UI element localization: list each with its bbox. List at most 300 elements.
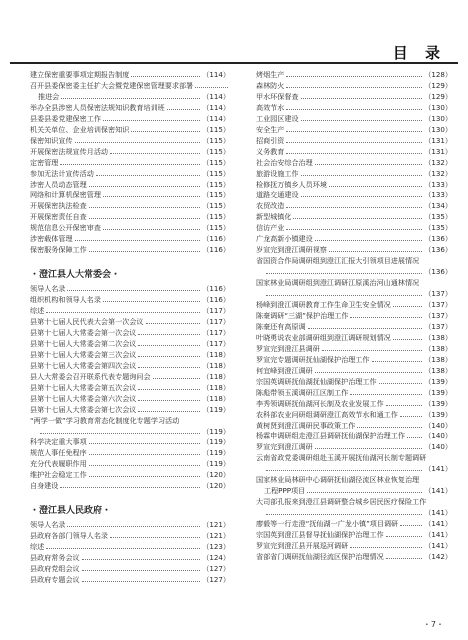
toc-entry-page: （140）: [424, 420, 452, 430]
toc-entry[interactable]: [256, 453, 452, 464]
toc-entry-page: （115）: [202, 201, 230, 211]
toc-entry[interactable]: [30, 284, 230, 295]
toc-entry-title: 社会治安综合治理: [256, 157, 313, 167]
toc-entry-title: 农科部农业问研组调研澄江高效节水和通工作: [256, 409, 398, 419]
toc-entry[interactable]: [30, 92, 230, 103]
dot-leader: [89, 218, 201, 219]
toc-entry-page: （115）: [202, 135, 230, 145]
dot-leader: [407, 437, 422, 438]
dot-leader: [46, 548, 200, 549]
toc-entry-page: （118）: [202, 382, 230, 392]
toc-entry[interactable]: [256, 333, 452, 344]
toc-entry-title: 网络和计算机保密管理: [30, 190, 101, 200]
dot-leader: [393, 339, 422, 340]
dot-leader: [266, 273, 422, 274]
toc-entry[interactable]: [30, 427, 230, 438]
toc-entry[interactable]: [256, 552, 452, 563]
toc-entry[interactable]: [256, 125, 452, 136]
toc-entry-page: （141）: [424, 540, 452, 550]
dot-leader: [400, 416, 422, 417]
toc-entry-page: （118）: [202, 371, 230, 381]
dot-leader: [393, 306, 422, 307]
toc-entry-page: （133）: [424, 179, 452, 189]
toc-entry[interactable]: [256, 442, 452, 453]
toc-entry-page: （136）: [424, 245, 452, 255]
dot-leader: [82, 570, 201, 571]
dot-leader: [301, 196, 423, 197]
toc-entry-title: 罗宣完专题调研抚仙湖保护治理工作: [256, 354, 370, 364]
toc-entry-page: （137）: [424, 300, 452, 310]
toc-entry[interactable]: [256, 519, 452, 530]
toc-entry-page: （118）: [202, 393, 230, 403]
toc-entry[interactable]: [30, 234, 230, 245]
dot-leader: [293, 218, 422, 219]
toc-entry-page: （137）: [424, 321, 452, 331]
toc-entry-page: （119）: [202, 459, 230, 469]
dot-leader: [286, 109, 422, 110]
toc-entry-title: 涉密人员动态管理: [30, 179, 87, 189]
toc-entry[interactable]: [256, 223, 452, 234]
toc-entry-page: （114）: [202, 102, 230, 112]
toc-entry[interactable]: [30, 70, 230, 81]
toc-entry-page: （121）: [202, 520, 230, 530]
toc-entry-page: （121）: [202, 531, 230, 541]
toc-entry-title: 开展保密责任自查: [30, 212, 87, 222]
toc-entry[interactable]: [256, 212, 452, 223]
toc-entry-page: （129）: [424, 80, 452, 90]
dot-leader: [75, 240, 201, 241]
dot-leader: [286, 207, 422, 208]
toc-entry-title: 县第十七届人大常委会第一次会议: [30, 327, 137, 337]
toc-entry-page: （115）: [202, 212, 230, 222]
dot-leader: [315, 240, 423, 241]
toc-entry-title: 充分代表履职作用: [30, 459, 87, 469]
toc-entry-title: 宗国英调研抚仙湖抚仙湖保护治理工作: [256, 376, 377, 386]
dot-leader: [110, 153, 200, 154]
toc-entry-title: 陈彪带领玉溪调研江区制工作: [256, 387, 349, 397]
toc-entry-title: 检修抚万镇乡人员环境: [256, 179, 327, 189]
toc-entry[interactable]: [30, 147, 230, 158]
dot-leader: [40, 433, 200, 434]
toc-entry[interactable]: [30, 372, 230, 383]
toc-entry[interactable]: [30, 103, 230, 114]
dot-leader: [138, 400, 200, 401]
toc-entry-title: 领导人名录: [30, 520, 66, 530]
toc-entry-title: 开展保密法规宣传月活动: [30, 146, 109, 156]
toc-entry-page: （141）: [424, 530, 452, 540]
toc-entry-title: 定密管理: [30, 157, 59, 167]
toc-entry[interactable]: [30, 295, 230, 306]
toc-entry-title: 何宜峰到澄江调研: [256, 365, 313, 375]
toc-entry-title: 杨峰到澄江调研教育工作生命卫生安全情况: [256, 300, 391, 310]
toc-entry-title: 规范信息公开保密审查: [30, 223, 101, 233]
dot-leader: [82, 559, 201, 560]
toc-entry[interactable]: [30, 158, 230, 169]
toc-entry-title: 信访产业: [256, 223, 285, 233]
toc-entry-title: 森林防火: [256, 80, 285, 90]
toc-entry-page: （138）: [424, 332, 452, 342]
dot-leader: [329, 186, 422, 187]
toc-entry-page: （138）: [424, 343, 452, 353]
toc-entry-page: （131）: [424, 146, 452, 156]
toc-entry-page: （117）: [202, 306, 230, 316]
toc-entry-title: 涉密载体管理: [30, 234, 73, 244]
toc-entry-title: 县第十七届人大常委会第四次会议: [30, 360, 137, 370]
toc-entry-title: 维护社会稳定工作: [30, 470, 87, 480]
toc-entry[interactable]: [256, 201, 452, 212]
dot-leader: [386, 536, 423, 537]
toc-entry-page: （114）: [202, 91, 230, 101]
dot-leader: [60, 164, 200, 165]
toc-entry-title: 李秀领调研抚仙湖河长制及农业发展工作: [256, 398, 384, 408]
toc-entry-title: 县政府常务会议: [30, 553, 80, 563]
dot-leader: [386, 558, 423, 559]
section-heading: ・澄江县人民政府・: [30, 506, 112, 517]
toc-entry[interactable]: [256, 530, 452, 541]
toc-entry[interactable]: [30, 339, 230, 350]
dot-leader: [266, 470, 422, 471]
dot-leader: [286, 131, 422, 132]
spacer: [30, 492, 230, 503]
toc-right-column: [256, 70, 452, 563]
toc-entry-title: 工业园区建设: [256, 113, 299, 123]
toc-entry-page: （127）: [202, 574, 230, 584]
dot-leader: [372, 361, 423, 362]
toc-entry-page: （116）: [202, 295, 230, 305]
toc-entry-title: 叶晓勇说农业部调研组到澄江调研规划情况: [256, 332, 391, 342]
toc-entry-page: （123）: [202, 542, 230, 552]
toc-entry-page: （115）: [202, 190, 230, 200]
toc-left-column: [30, 70, 230, 586]
dot-leader: [131, 76, 200, 77]
toc-entry[interactable]: [30, 394, 230, 405]
toc-entry-page: （139）: [424, 409, 452, 419]
dot-leader: [301, 120, 423, 121]
toc-entry[interactable]: [30, 542, 230, 553]
toc-entry-page: （117）: [202, 327, 230, 337]
toc-entry-title: 大司部孔报来到澄江县调研整合城乡居民医疗保险工作: [256, 497, 427, 507]
toc-entry-title: 县政府专题会议: [30, 574, 80, 584]
dot-leader: [138, 356, 200, 357]
header-bar: [10, 40, 458, 64]
toc-entry-title: 国家林业局调研组到澄江调研江原溪治河山通林情况: [256, 278, 420, 288]
dot-leader: [153, 378, 201, 379]
toc-entry[interactable]: [256, 267, 452, 278]
toc-entry-page: （115）: [202, 179, 230, 189]
toc-entry[interactable]: [30, 114, 230, 125]
toc-entry-title: 县第十七届人大常委会第六次会议: [30, 393, 137, 403]
dot-leader: [89, 465, 201, 466]
toc-entry-page: （141）: [424, 519, 452, 529]
toc-entry-page: （131）: [424, 135, 452, 145]
dot-leader: [67, 526, 200, 527]
toc-entry-page: （130）: [424, 113, 452, 123]
dot-leader: [266, 295, 422, 296]
dot-leader: [315, 164, 423, 165]
dot-leader: [60, 487, 200, 488]
toc-entry[interactable]: [256, 431, 452, 442]
dot-leader: [322, 350, 422, 351]
toc-entry-page: （119）: [202, 437, 230, 447]
toc-entry[interactable]: [30, 459, 230, 470]
dot-leader: [379, 383, 423, 384]
toc-entry-page: （138）: [424, 354, 452, 364]
toc-entry-page: （124）: [202, 553, 230, 563]
toc-entry-page: （130）: [424, 102, 452, 112]
toc-entry-title: 省部省门调研抚仙湖径流区保护治理情况: [256, 551, 384, 561]
dot-leader: [61, 98, 200, 99]
toc-entry-title: 甲水环保督查: [256, 91, 299, 101]
toc-entry[interactable]: [256, 311, 452, 322]
toc-entry-title: 云南省政党委调研组赴玉溪开展抚仙湖河长制专题调研: [256, 453, 427, 463]
toc-entry[interactable]: [256, 541, 452, 552]
toc-entry-title: 领导人名录: [30, 284, 66, 294]
toc-entry-title: 招商引资: [256, 135, 285, 145]
toc-entry-page: （116）: [202, 284, 230, 294]
toc-entry[interactable]: [256, 322, 452, 333]
toc-entry[interactable]: [30, 125, 230, 136]
toc-entry[interactable]: [256, 289, 452, 300]
toc-entry-page: （135）: [424, 223, 452, 233]
toc-entry-title: 县委县委党建保密工作: [30, 113, 101, 123]
dot-leader: [138, 411, 200, 412]
toc-entry[interactable]: [256, 81, 452, 92]
toc-entry[interactable]: [256, 114, 452, 125]
toc-entry-title: 建立保密重要事项定期报告制度: [30, 70, 130, 79]
toc-entry[interactable]: [256, 190, 452, 201]
dot-leader: [308, 328, 423, 329]
toc-entry-page: （141）: [424, 486, 452, 496]
dot-leader: [138, 345, 200, 346]
toc-entry[interactable]: [256, 377, 452, 388]
toc-entry[interactable]: [256, 234, 452, 245]
toc-entry-page: （139）: [424, 398, 452, 408]
toc-entry-title: 杨霖申调研组走澄江县调研抚仙湖保护治理工作: [256, 431, 405, 441]
toc-entry-page: （120）: [202, 481, 230, 491]
toc-entry-page: （140）: [424, 431, 452, 441]
toc-entry[interactable]: [30, 470, 230, 481]
toc-entry-title: 参加无法计宣传活动: [30, 168, 94, 178]
toc-entry-page: （128）: [424, 70, 452, 79]
toc-entry-title: 道路交通建设: [256, 190, 299, 200]
toc-entry[interactable]: [256, 92, 452, 103]
dot-leader: [266, 514, 422, 515]
toc-entry[interactable]: [30, 383, 230, 394]
dot-leader: [138, 334, 200, 335]
dot-leader: [286, 229, 422, 230]
toc-entry[interactable]: [256, 158, 452, 169]
toc-entry[interactable]: [256, 245, 452, 256]
toc-entry[interactable]: [30, 180, 230, 191]
dot-leader: [167, 109, 200, 110]
toc-entry[interactable]: [30, 575, 230, 586]
toc-entry-title: 保密服务保障工作: [30, 245, 87, 255]
toc-entry[interactable]: [30, 223, 230, 234]
toc-entry-page: （115）: [202, 124, 230, 134]
toc-entry-title: 广龙高新小镇建设: [256, 234, 313, 244]
dot-leader: [89, 186, 201, 187]
toc-entry[interactable]: [30, 361, 230, 372]
toc-entry[interactable]: [30, 212, 230, 223]
dot-leader: [286, 142, 422, 143]
toc-entry[interactable]: [256, 136, 452, 147]
toc-entry-title: 县第十七届人大常委会第五次会议: [30, 382, 137, 392]
dot-leader: [350, 547, 422, 548]
toc-entry-page: （117）: [202, 338, 230, 348]
toc-entry-page: （137）: [424, 289, 452, 299]
toc-entry-title: 召开县委保密委主任扩大会暨党建保密管理要求部署: [30, 80, 194, 90]
toc-entry[interactable]: [256, 508, 452, 519]
toc-entry-page: （127）: [202, 564, 230, 573]
toc-entry-title: 推进会: [38, 91, 60, 101]
toc-entry[interactable]: [30, 350, 230, 361]
dot-leader: [89, 476, 201, 477]
toc-entry-page: （114）: [202, 113, 230, 123]
dot-leader: [146, 323, 201, 324]
toc-entry[interactable]: [30, 306, 230, 317]
dot-leader: [386, 405, 423, 406]
dot-leader: [96, 175, 200, 176]
toc-entry[interactable]: [30, 81, 230, 92]
dot-leader: [286, 153, 422, 154]
toc-entry[interactable]: [256, 256, 452, 267]
toc-entry[interactable]: [256, 355, 452, 366]
dot-leader: [110, 537, 200, 538]
toc-entry[interactable]: [30, 416, 230, 427]
dot-leader: [307, 492, 422, 493]
toc-entry[interactable]: [256, 147, 452, 158]
toc-entry[interactable]: [256, 399, 452, 410]
toc-entry-page: （141）: [424, 508, 452, 518]
dot-leader: [138, 367, 200, 368]
toc-entry-title: 县人大常委会召开联系代表专题询问会: [30, 371, 151, 381]
toc-entry-page: （115）: [202, 168, 230, 178]
toc-entry-title: 罗宣完到澄江调研: [256, 442, 313, 452]
dot-leader: [138, 389, 200, 390]
dot-leader: [82, 581, 201, 582]
dot-leader: [350, 394, 422, 395]
toc-entry[interactable]: [256, 497, 452, 508]
dot-leader: [75, 142, 201, 143]
toc-entry[interactable]: [30, 520, 230, 531]
toc-entry-page: （114）: [202, 70, 230, 79]
toc-entry[interactable]: [30, 201, 230, 212]
toc-entry[interactable]: [30, 531, 230, 542]
toc-entry[interactable]: [256, 180, 452, 191]
toc-entry-page: （120）: [202, 470, 230, 480]
toc-entry-page: （139）: [424, 387, 452, 397]
toc-entry-title: 保密知识宣传: [30, 135, 73, 145]
toc-entry-page: （116）: [202, 234, 230, 244]
toc-entry[interactable]: [256, 388, 452, 399]
toc-entry[interactable]: [256, 300, 452, 311]
dot-leader: [350, 317, 422, 318]
toc-entry[interactable]: [256, 366, 452, 377]
toc-entry-title: 罗宣完到澄江县开展巡河调研: [256, 540, 349, 550]
dot-leader: [89, 443, 201, 444]
toc-entry[interactable]: [256, 70, 452, 81]
toc-entry[interactable]: [256, 344, 452, 355]
toc-entry-title: 高效节水: [256, 102, 285, 112]
dot-leader: [195, 87, 228, 88]
dot-leader: [67, 290, 200, 291]
toc-entry[interactable]: [256, 410, 452, 421]
toc-entry-title: 旅游设施工作: [256, 168, 299, 178]
toc-entry-title: 机关关单位、企业培训保密知识: [30, 124, 130, 134]
toc-entry[interactable]: [30, 405, 230, 416]
toc-entry-title: 省国资合作局调研组到澄江汇报大引领项目进展情况: [256, 256, 420, 266]
toc-entry-page: （117）: [202, 317, 230, 326]
toc-entry[interactable]: [30, 328, 230, 339]
toc-entry-title: 工程PPP项目: [264, 486, 306, 496]
toc-entry-title: 烤烟生产: [256, 70, 285, 79]
toc-entry-page: （118）: [202, 360, 230, 370]
toc-entry[interactable]: [256, 486, 452, 497]
toc-entry-title: 宗国英到澄江县督导抚仙湖保护治理工作: [256, 530, 384, 540]
toc-entry[interactable]: [256, 464, 452, 475]
toc-entry[interactable]: [30, 169, 230, 180]
toc-entry[interactable]: [30, 245, 230, 256]
toc-entry[interactable]: [256, 169, 452, 180]
toc-entry-title: 综述: [30, 542, 45, 552]
toc-entry-title: 组织机构和领导人名录: [30, 295, 101, 305]
toc-entry-page: （141）: [424, 464, 452, 474]
toc-entry-page: （115）: [202, 157, 230, 167]
dot-leader: [46, 312, 200, 313]
toc-entry[interactable]: [30, 437, 230, 448]
toc-entry-page: （118）: [202, 349, 230, 359]
toc-entry-title: 自身建设: [30, 481, 59, 491]
toc-entry[interactable]: [30, 317, 230, 328]
dot-leader: [301, 175, 423, 176]
toc-entry[interactable]: [30, 136, 230, 147]
toc-entry[interactable]: [256, 475, 452, 486]
dot-leader: [131, 131, 200, 132]
dot-leader: [400, 525, 422, 526]
toc-entry-page: （134）: [424, 201, 452, 211]
toc-entry-page: （116）: [202, 245, 230, 255]
toc-entry-title: “两学一做”学习教育常态化制度化专题学习活动: [30, 415, 180, 425]
toc-entry-page: （119）: [202, 426, 230, 436]
toc-entry[interactable]: [256, 421, 452, 432]
toc-entry[interactable]: [30, 553, 230, 564]
toc-entry-title: 县第十七届人大常委会第二次会议: [30, 338, 137, 348]
dot-leader: [89, 454, 201, 455]
dot-leader: [301, 98, 423, 99]
toc-entry-title: 陈豪还有高原调: [256, 321, 306, 331]
toc-entry[interactable]: [256, 103, 452, 114]
toc-entry-title: 安全生产: [256, 124, 285, 134]
toc-entry-page: （132）: [424, 157, 452, 167]
toc-entry[interactable]: [30, 481, 230, 492]
toc-entry-title: 县第十七届人大常委会第三次会议: [30, 349, 137, 359]
toc-entry[interactable]: [256, 278, 452, 289]
toc-entry-title: 举办全县涉密人员保密法规知识教育培训班: [30, 102, 165, 112]
toc-entry-page: （142）: [424, 551, 452, 561]
toc-entry[interactable]: [30, 448, 230, 459]
toc-entry-page: （140）: [424, 442, 452, 452]
toc-entry-title: 规范人事任免程序: [30, 448, 87, 458]
toc-entry-title: 科学决定重大事项: [30, 437, 87, 447]
toc-entry-title: 县第十七届人民代表大会第一次会议: [30, 317, 144, 326]
toc-entry-page: （115）: [202, 223, 230, 233]
toc-entry-title: 县政府党组会议: [30, 564, 80, 573]
toc-entry-page: （119）: [202, 404, 230, 414]
toc-entry-title: 农贸改造: [256, 201, 285, 211]
toc-entry[interactable]: [30, 190, 230, 201]
toc-entry-title: 县政府各部门领导人名录: [30, 531, 109, 541]
toc-entry[interactable]: [30, 564, 230, 575]
